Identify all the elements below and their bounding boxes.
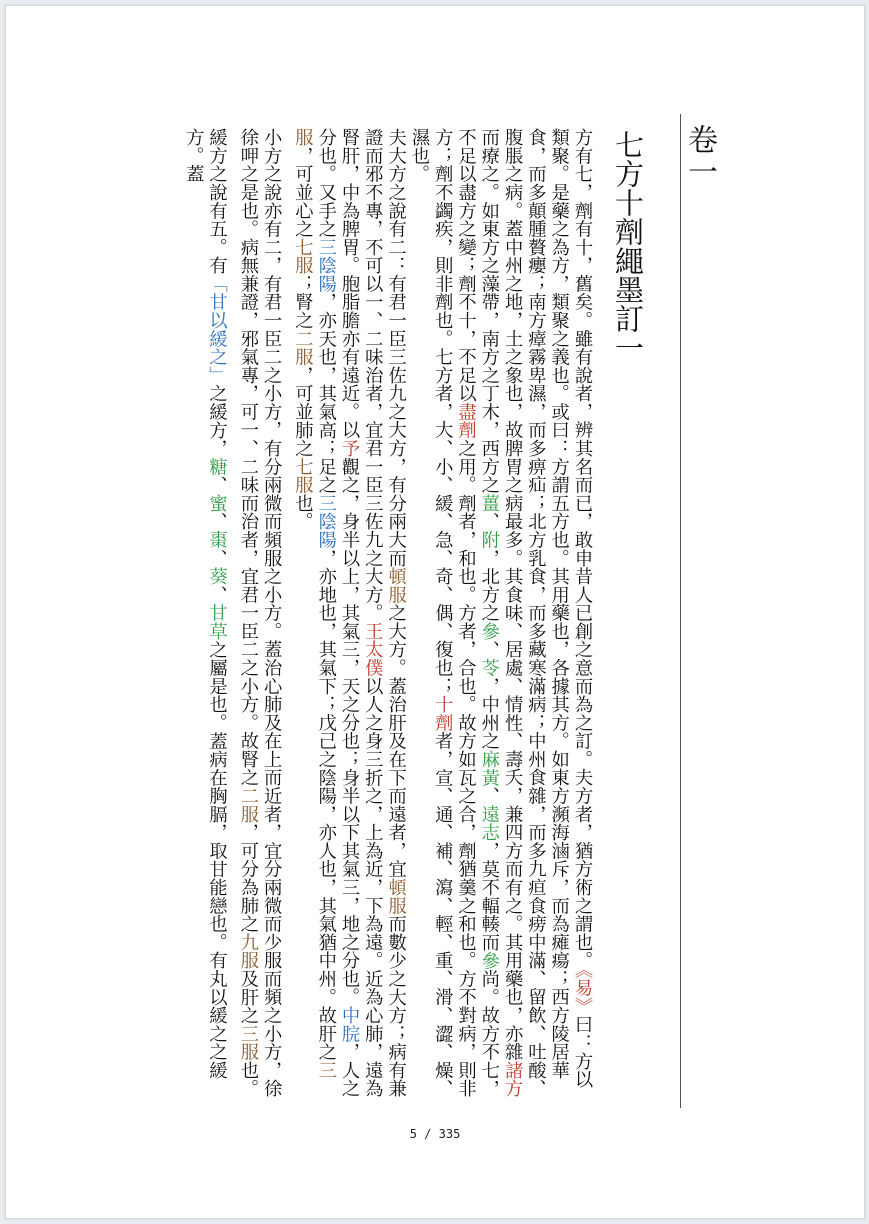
highlighted-term: 遠志 [478,804,500,842]
highlighted-term: 頓服 [385,566,407,604]
highlighted-term: 三服 [292,128,337,1080]
chapter-title: 七方十劑繩墨訂一 [611,130,645,362]
highlighted-term: 甘草 [206,603,228,641]
current-page: 5 [409,1127,417,1141]
highlighted-term: 「甘以緩之」 [206,274,228,385]
highlighted-term: 苓 [478,658,500,677]
page-indicator [6,1127,864,1141]
paragraph-4: 緩方之說有五。有「甘以緩之」之緩方，糖、蜜、棗、葵、甘草之屬是也。蓋病在胸膈，取甘能戀也。有丸以緩之之緩方。蓋 [183,128,228,1080]
total-pages: 335 [438,1127,461,1141]
highlighted-term: 中脘 [339,1005,361,1043]
highlighted-term: 《易》 [572,969,593,1016]
highlighted-term: 參 [478,621,500,641]
highlighted-term: 七服 [292,457,314,494]
page-separator: / [424,1127,432,1141]
paragraph-3: 小方之說亦有二，有君一臣二之小方，有分兩微而頻服之小方。蓋治心肺及在上而近者，宜分兩微而少服而頻之小方，徐徐呷之是也。病無兼證，邪氣專，可一、二味而治者，宜君一臣二之小方。故腎之二服，可分為肺之九服及肝之三服也。 [237,128,283,1098]
highlighted-term: 二服 [237,786,259,824]
highlighted-term: 薑 [478,493,500,513]
highlighted-term: 葵 [206,567,228,586]
highlighted-term: 盡劑 [455,402,477,439]
document-page [5,5,865,1219]
highlighted-term: 諸方 [502,1060,524,1098]
highlighted-term: 糖 [206,457,228,476]
highlighted-term: 蜜 [206,493,228,513]
highlighted-term: 三服 [237,1024,259,1061]
highlighted-term: 附 [478,530,500,549]
highlighted-term: 十劑 [432,695,454,732]
highlighted-term: 王太僕 [362,621,384,677]
highlighted-term: 頓服 [385,877,407,915]
highlighted-term: 三陰陽 [315,237,337,293]
highlighted-term: 三陰陽 [315,493,337,549]
volume-divider [680,114,681,1108]
highlighted-term: 九服 [237,932,259,970]
highlighted-term: 予 [339,438,361,458]
highlighted-term: 麻黃 [478,749,500,787]
paragraph-1: 方有七，劑有十，舊矣。雖有說者，辨其名而已，敢申昔人已創之意而為之訂。夫方者，猶方術之謂也。《易》曰：方以類聚。是藥之為方，類聚之義也。或曰：方謂五方也。其用藥也，各據其方。如東方瀕海滷斥，而為瘫瘍；西方陵居華食，而多顛腫贅癭；南方瘴霧卑濕，而多痹疝；北方乳食，而多藏寒滿病；中州食雜，而多九疸食痨中滿、留飲、吐酸、腹脹之病。蓋中州之地，土之象也，故脾胃之病最多。其食味、居處、情性、壽夭，兼四方而有之。其用藥也，亦雜諸方而療之。如東方之藻帶，南方之丁木，西方之薑、附，北方之參、苓，中州之麻黃、遠志，莫不輻輳而參尚。故方不七，不足以盡方之變；劑不十，不足以盡劑之用。劑者，和也。方者，合也。故方如瓦之合，劑猶羹之和也。方不對病，則非方；劑不蠲疾，則非劑也。七方者，大、小、緩、急、奇、偶、復也；十劑者，宣、通、補、瀉、輕、重、滑、澀、燥、濕也。 [408,128,593,1098]
paragraph-2: 夫大方之說有二：有君一臣三佐九之大方，有分兩大而頓服之大方。蓋治肝及在下而遠者，宜頓服而數少之大方；病有兼證而邪不專，不可以一、二味治者，宜君一臣三佐九之大方。王太僕以人之身三折之，上為近，下為遠。近為心肺，遠為腎肝，中為脾胃。胞脂膽亦有遠近。以予觀之，身半以上，其氣三，天之分也；身半以下其氣三，地之分也。中脘，人之分也。又手之三陰陽，亦天也，其氣高；足之三陰陽，亦地也，其氣下；戊己之陰陽，亦人也，其氣猶中州。故肝之三服，可並心之七服；腎之二服，可並肺之七服也。 [292,128,407,1098]
highlighted-term: 參 [478,951,500,970]
highlighted-term: 棗 [206,530,228,549]
highlighted-term: 二服 [292,329,314,366]
highlighted-term: 七服 [292,237,314,275]
volume-title: 卷一 [682,124,717,188]
body-text [176,128,594,1098]
